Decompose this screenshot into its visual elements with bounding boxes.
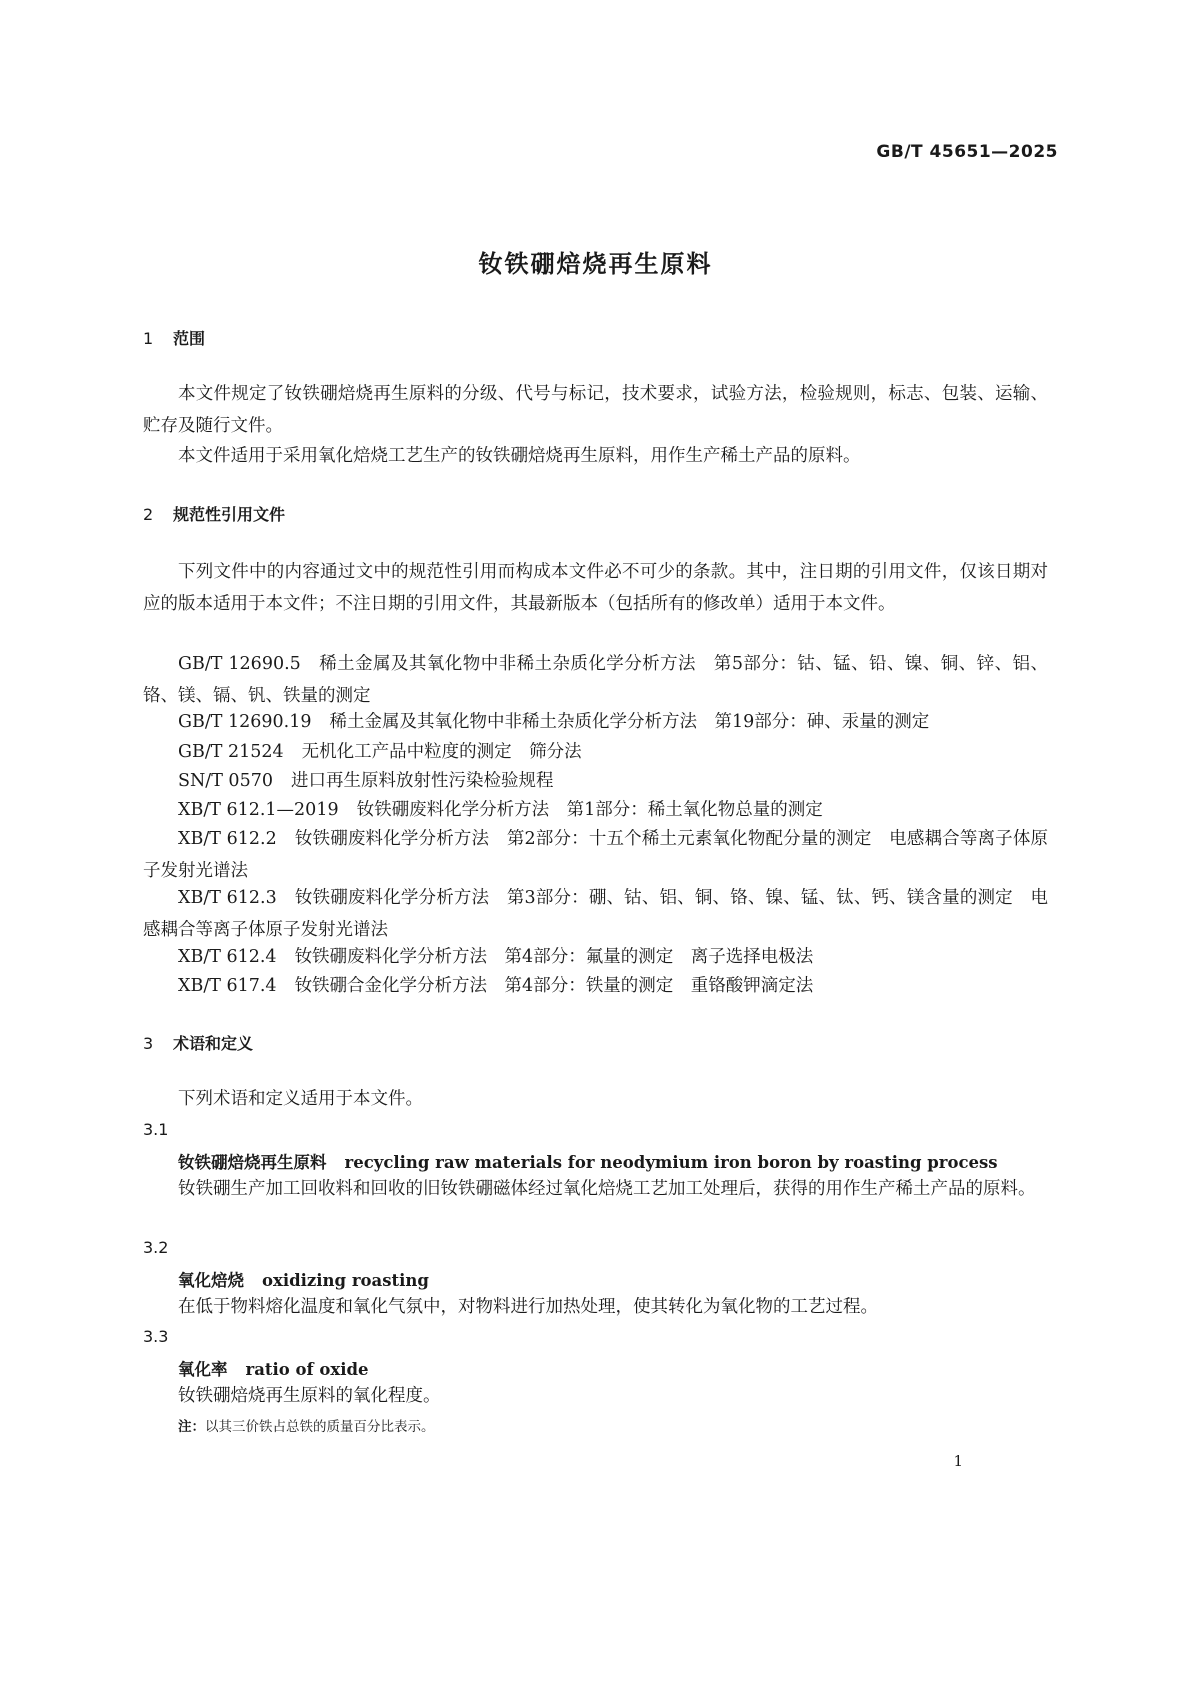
reference-item — [143, 823, 1048, 887]
reference-code: GB/T 12690.19 — [178, 712, 312, 732]
term-name-zh: 氧化率 — [178, 1360, 228, 1379]
reference-code: XB/T 617.4 — [178, 976, 277, 996]
page-number: 1 — [953, 1452, 963, 1470]
note-text: 以其三价铁占总铁的质量百分比表示。 — [205, 1419, 435, 1435]
reference-title: 进口再生原料放射性污染检验规程 — [290, 771, 554, 791]
term-name-en: ratio of oxide — [245, 1360, 369, 1379]
term-name-zh: 氧化焙烧 — [178, 1271, 244, 1290]
section-number: 3 — [143, 1034, 154, 1053]
reference-item — [143, 970, 1048, 1002]
reference-item — [143, 882, 1048, 946]
reference-code: XB/T 612.4 — [178, 947, 277, 967]
reference-item — [143, 648, 1048, 712]
scope-paragraph-2: 本文件适用于采用氧化焙烧工艺生产的钕铁硼焙烧再生原料，用作生产稀土产品的原料。 — [178, 446, 861, 466]
reference-code: XB/T 612.2 — [178, 829, 277, 849]
reference-title: 钕铁硼合金化学分析方法 第4部分：铁量的测定 重铬酸钾滴定法 — [294, 976, 814, 996]
reference-title: 稀土金属及其氧化物中非稀土杂质化学分析方法 第19部分：砷、汞量的测定 — [329, 712, 930, 732]
section-title: 规范性引用文件 — [173, 505, 286, 524]
reference-code: XB/T 612.3 — [178, 888, 277, 908]
reference-title: 稀土金属及其氧化物中非稀土杂质化学分析方法 第5部分：钴、锰、铅、镍、铜、锌、铝、铬、镁、镉、钒、铁量的测定 — [143, 654, 1048, 706]
term-name — [178, 1267, 429, 1291]
reference-title: 无机化工产品中粒度的测定 筛分法 — [301, 742, 582, 762]
reference-title: 钕铁硼废料化学分析方法 第1部分：稀土氧化物总量的测定 — [356, 800, 823, 820]
term-number: 3.3 — [143, 1327, 169, 1346]
reference-item — [143, 706, 1048, 738]
term-name-en: recycling raw materials for neodymium iron boron by roasting process — [344, 1153, 998, 1172]
document-title: 钕铁硼焙烧再生原料 — [478, 250, 713, 278]
term-number: 3.2 — [143, 1238, 169, 1257]
term-number: 3.1 — [143, 1120, 169, 1139]
term-name-en: oxidizing roasting — [262, 1271, 429, 1290]
reference-title: 钕铁硼废料化学分析方法 第4部分：氟量的测定 离子选择电极法 — [294, 947, 814, 967]
section-number: 1 — [143, 329, 154, 348]
section-heading-terms — [143, 1031, 253, 1054]
section-heading-scope — [143, 326, 205, 349]
reference-code: GB/T 21524 — [178, 742, 284, 762]
reference-item — [143, 794, 1048, 826]
reference-title: 钕铁硼废料化学分析方法 第2部分：十五个稀土元素氧化物配分量的测定 电感耦合等离子体原子发射光谱法 — [143, 829, 1048, 881]
term-definition: 钕铁硼焙烧再生原料的氧化程度。 — [178, 1386, 441, 1406]
reference-code: XB/T 612.1—2019 — [178, 800, 339, 820]
normative-intro: 下列文件中的内容通过文中的规范性引用而构成本文件必不可少的条款。其中，注日期的引用文件，仅该日期对应的版本适用于本文件；不注日期的引用文件，其最新版本（包括所有的修改单）适用于本文件。 — [143, 562, 1048, 614]
reference-code: GB/T 12690.5 — [178, 654, 301, 674]
note-label: 注： — [178, 1419, 205, 1435]
reference-item — [143, 736, 1048, 768]
reference-item — [143, 941, 1048, 973]
section-heading-normative — [143, 502, 285, 525]
reference-code: SN/T 0570 — [178, 771, 273, 791]
term-name — [178, 1149, 998, 1173]
section-title: 范围 — [173, 329, 206, 348]
section-number: 2 — [143, 505, 154, 524]
standard-code: GB/T 45651—2025 — [876, 142, 1058, 162]
scope-paragraph-1: 本文件规定了钕铁硼焙烧再生原料的分级、代号与标记，技术要求，试验方法，检验规则，标志、包装、运输、贮存及随行文件。 — [143, 384, 1048, 436]
term-definition: 在低于物料熔化温度和氧化气氛中，对物料进行加热处理，使其转化为氧化物的工艺过程。 — [178, 1297, 878, 1317]
term-definition: 钕铁硼生产加工回收料和回收的旧钕铁硼磁体经过氧化焙烧工艺加工处理后，获得的用作生产稀土产品的原料。 — [178, 1179, 1036, 1199]
term-note — [178, 1415, 435, 1435]
reference-item — [143, 765, 1048, 797]
term-name-zh: 钕铁硼焙烧再生原料 — [178, 1153, 327, 1172]
reference-title: 钕铁硼废料化学分析方法 第3部分：硼、钴、铝、铜、铬、镍、锰、钛、钙、镁含量的测定 电感耦合等离子体原子发射光谱法 — [143, 888, 1048, 940]
section-title: 术语和定义 — [173, 1034, 254, 1053]
term-name — [178, 1356, 369, 1380]
terms-intro: 下列术语和定义适用于本文件。 — [178, 1089, 423, 1109]
